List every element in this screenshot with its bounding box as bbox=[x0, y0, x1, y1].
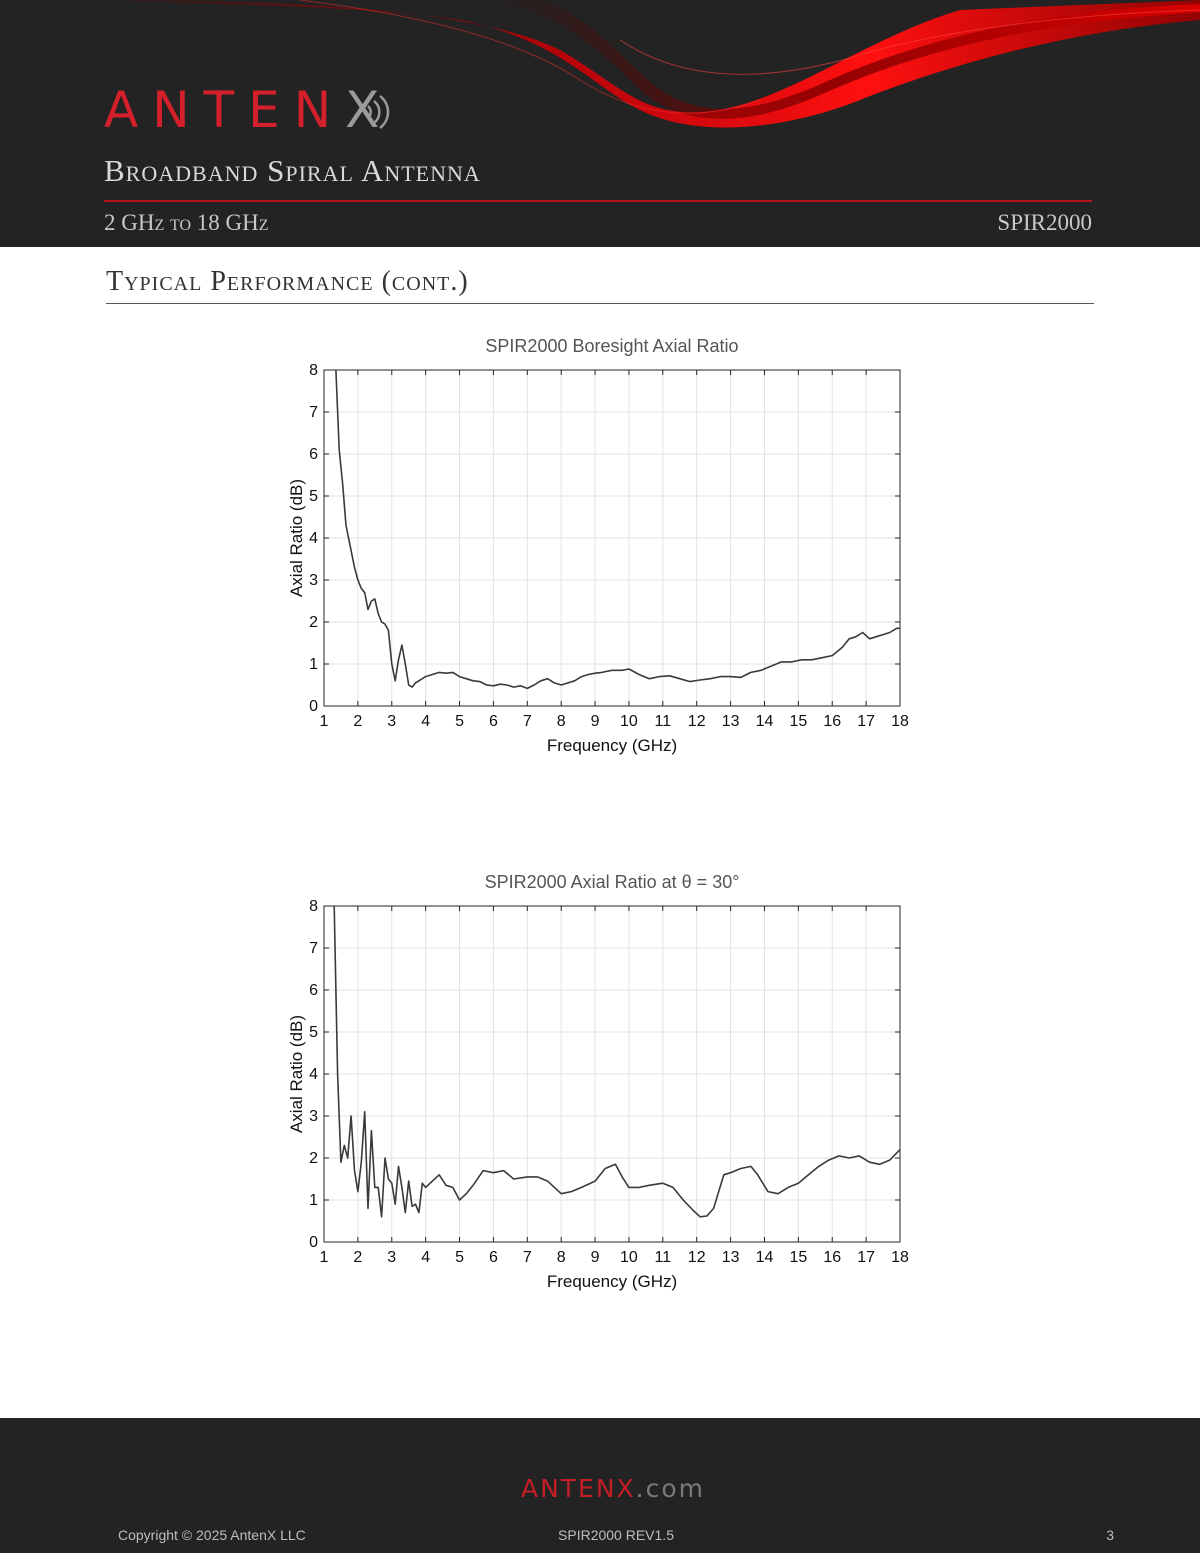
y-tick-label: 2 bbox=[309, 614, 318, 631]
x-tick-label: 6 bbox=[488, 713, 498, 730]
x-tick-label: 15 bbox=[789, 713, 808, 730]
x-tick-label: 11 bbox=[654, 713, 672, 730]
y-tick-label: 4 bbox=[309, 530, 318, 547]
x-tick-label: 4 bbox=[421, 713, 431, 730]
x-tick-label: 5 bbox=[455, 1249, 464, 1266]
x-tick-label: 14 bbox=[755, 713, 774, 730]
antenx-logo: ANTENX bbox=[104, 81, 394, 139]
page-footer bbox=[0, 1418, 1200, 1553]
x-tick-label: 9 bbox=[590, 713, 600, 730]
x-tick-label: 1 bbox=[319, 713, 329, 730]
x-tick-label: 13 bbox=[721, 1249, 740, 1266]
x-tick-label: 16 bbox=[823, 1249, 842, 1266]
y-tick-label: 3 bbox=[309, 1108, 318, 1125]
x-tick-label: 18 bbox=[891, 1249, 909, 1266]
y-tick-label: 5 bbox=[309, 1024, 318, 1041]
header-divider bbox=[104, 200, 1092, 202]
section-title: Typical Performance (cont.) bbox=[106, 266, 469, 297]
x-tick-label: 5 bbox=[455, 713, 464, 730]
part-number: SPIR2000 bbox=[997, 210, 1092, 235]
chart-title: SPIR2000 Axial Ratio at θ = 30° bbox=[484, 872, 740, 892]
section-divider bbox=[106, 303, 1094, 304]
y-tick-label: 6 bbox=[309, 982, 318, 999]
y-tick-label: 1 bbox=[309, 656, 318, 673]
y-tick-label: 3 bbox=[309, 572, 318, 589]
y-tick-label: 4 bbox=[309, 1066, 318, 1083]
x-tick-label: 10 bbox=[620, 713, 638, 730]
footer-website-logo: ANTENX.com bbox=[520, 1474, 706, 1503]
signal-waves-icon bbox=[362, 92, 392, 132]
x-tick-label: 8 bbox=[556, 1249, 566, 1266]
x-tick-label: 6 bbox=[488, 1249, 498, 1266]
y-tick-label: 0 bbox=[309, 698, 318, 715]
page-number: 3 bbox=[1106, 1527, 1114, 1543]
page-header bbox=[0, 0, 1200, 247]
y-tick-label: 0 bbox=[309, 1234, 318, 1251]
frequency-range: 2 GHz to 18 GHz bbox=[104, 210, 269, 235]
x-axis-label: Frequency (GHz) bbox=[546, 1272, 678, 1291]
chart-title: SPIR2000 Boresight Axial Ratio bbox=[485, 336, 739, 356]
axial-ratio-30deg-chart bbox=[270, 866, 930, 1306]
x-tick-label: 14 bbox=[755, 1249, 774, 1266]
x-tick-label: 2 bbox=[353, 1249, 363, 1266]
y-tick-label: 6 bbox=[309, 446, 318, 463]
y-tick-label: 2 bbox=[309, 1150, 318, 1167]
x-tick-label: 3 bbox=[387, 713, 397, 730]
y-tick-label: 7 bbox=[309, 404, 318, 421]
x-tick-label: 9 bbox=[590, 1249, 600, 1266]
x-tick-label: 3 bbox=[387, 1249, 397, 1266]
x-tick-label: 7 bbox=[522, 713, 532, 730]
document-title: Broadband Spiral Antenna bbox=[104, 153, 481, 188]
y-tick-label: 8 bbox=[309, 362, 318, 379]
y-axis-label: Axial Ratio (dB) bbox=[287, 1014, 306, 1134]
y-tick-label: 8 bbox=[309, 898, 318, 915]
x-tick-label: 1 bbox=[319, 1249, 329, 1266]
x-tick-label: 15 bbox=[789, 1249, 808, 1266]
x-tick-label: 17 bbox=[857, 1249, 876, 1266]
x-tick-label: 4 bbox=[421, 1249, 431, 1266]
x-tick-label: 7 bbox=[522, 1249, 532, 1266]
x-tick-label: 10 bbox=[620, 1249, 638, 1266]
y-tick-label: 7 bbox=[309, 940, 318, 957]
y-axis-label: Axial Ratio (dB) bbox=[287, 478, 306, 598]
x-tick-label: 12 bbox=[687, 1249, 706, 1266]
x-tick-label: 2 bbox=[353, 713, 363, 730]
copyright-text: Copyright © 2025 AntenX LLC bbox=[118, 1527, 306, 1543]
x-tick-label: 11 bbox=[654, 1249, 672, 1266]
x-axis-label: Frequency (GHz) bbox=[546, 736, 678, 755]
x-tick-label: 12 bbox=[687, 713, 706, 730]
x-tick-label: 18 bbox=[891, 713, 909, 730]
boresight-axial-ratio-chart bbox=[270, 330, 930, 770]
y-tick-label: 1 bbox=[309, 1192, 318, 1209]
x-tick-label: 16 bbox=[823, 713, 842, 730]
x-tick-label: 8 bbox=[556, 713, 566, 730]
x-tick-label: 17 bbox=[857, 713, 876, 730]
y-tick-label: 5 bbox=[309, 488, 318, 505]
revision-text: SPIR2000 REV1.5 bbox=[558, 1527, 674, 1543]
x-tick-label: 13 bbox=[721, 713, 740, 730]
